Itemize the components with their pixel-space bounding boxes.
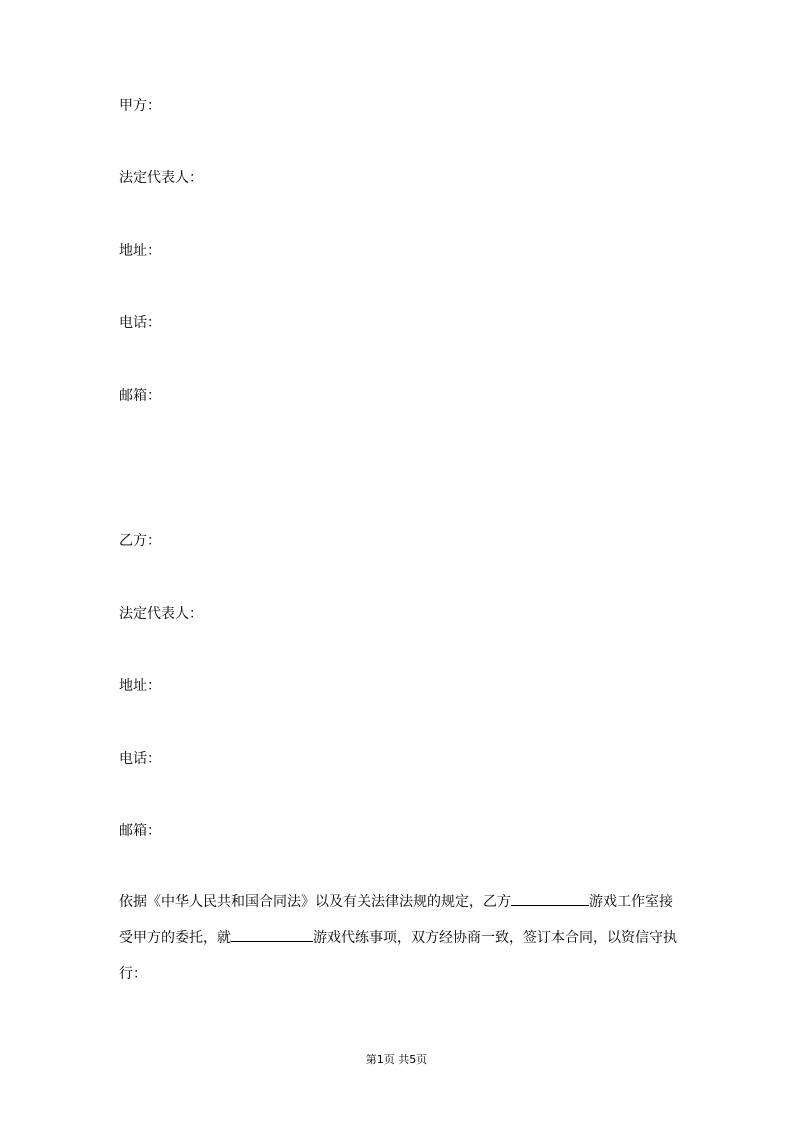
preamble-line-2-text-a: 受甲方的委托，就 xyxy=(119,930,231,946)
party-b-rep-label: 法定代表人： xyxy=(119,606,203,622)
contract-preamble xyxy=(119,884,689,992)
page-current: 1 xyxy=(376,1053,384,1066)
page-footer xyxy=(0,1053,793,1067)
preamble-line-2-text-b: 游戏代练事项，双方经协商一致，签订本合同，以资信守执 xyxy=(313,930,677,946)
page-mid: 页 共 xyxy=(383,1053,410,1066)
preamble-line-2 xyxy=(119,920,689,956)
party-b-name-label: 乙方： xyxy=(119,533,161,549)
preamble-line-3: 行： xyxy=(119,966,147,982)
party-b-address-label: 地址： xyxy=(119,678,161,694)
party-b-email-label: 邮箱： xyxy=(119,823,161,839)
page-suffix: 页 xyxy=(416,1053,428,1066)
party-a-address-label: 地址： xyxy=(119,243,161,259)
preamble-line-1-text-a: 依据《中华人民共和国合同法》以及有关法律法规的规定，乙方 xyxy=(119,894,511,910)
party-a-name-label: 甲方： xyxy=(119,98,161,114)
preamble-line-1 xyxy=(119,884,689,920)
game-name-blank xyxy=(231,927,313,942)
page-prefix: 第 xyxy=(365,1053,377,1066)
party-b-phone-label: 电话： xyxy=(119,751,161,767)
party-a-rep-label: 法定代表人： xyxy=(119,170,203,186)
page-total: 5 xyxy=(409,1053,417,1066)
preamble-line-1-text-b: 游戏工作室接 xyxy=(589,894,673,910)
party-a-phone-label: 电话： xyxy=(119,315,161,331)
studio-name-blank xyxy=(511,891,589,906)
party-a-email-label: 邮箱： xyxy=(119,388,161,404)
